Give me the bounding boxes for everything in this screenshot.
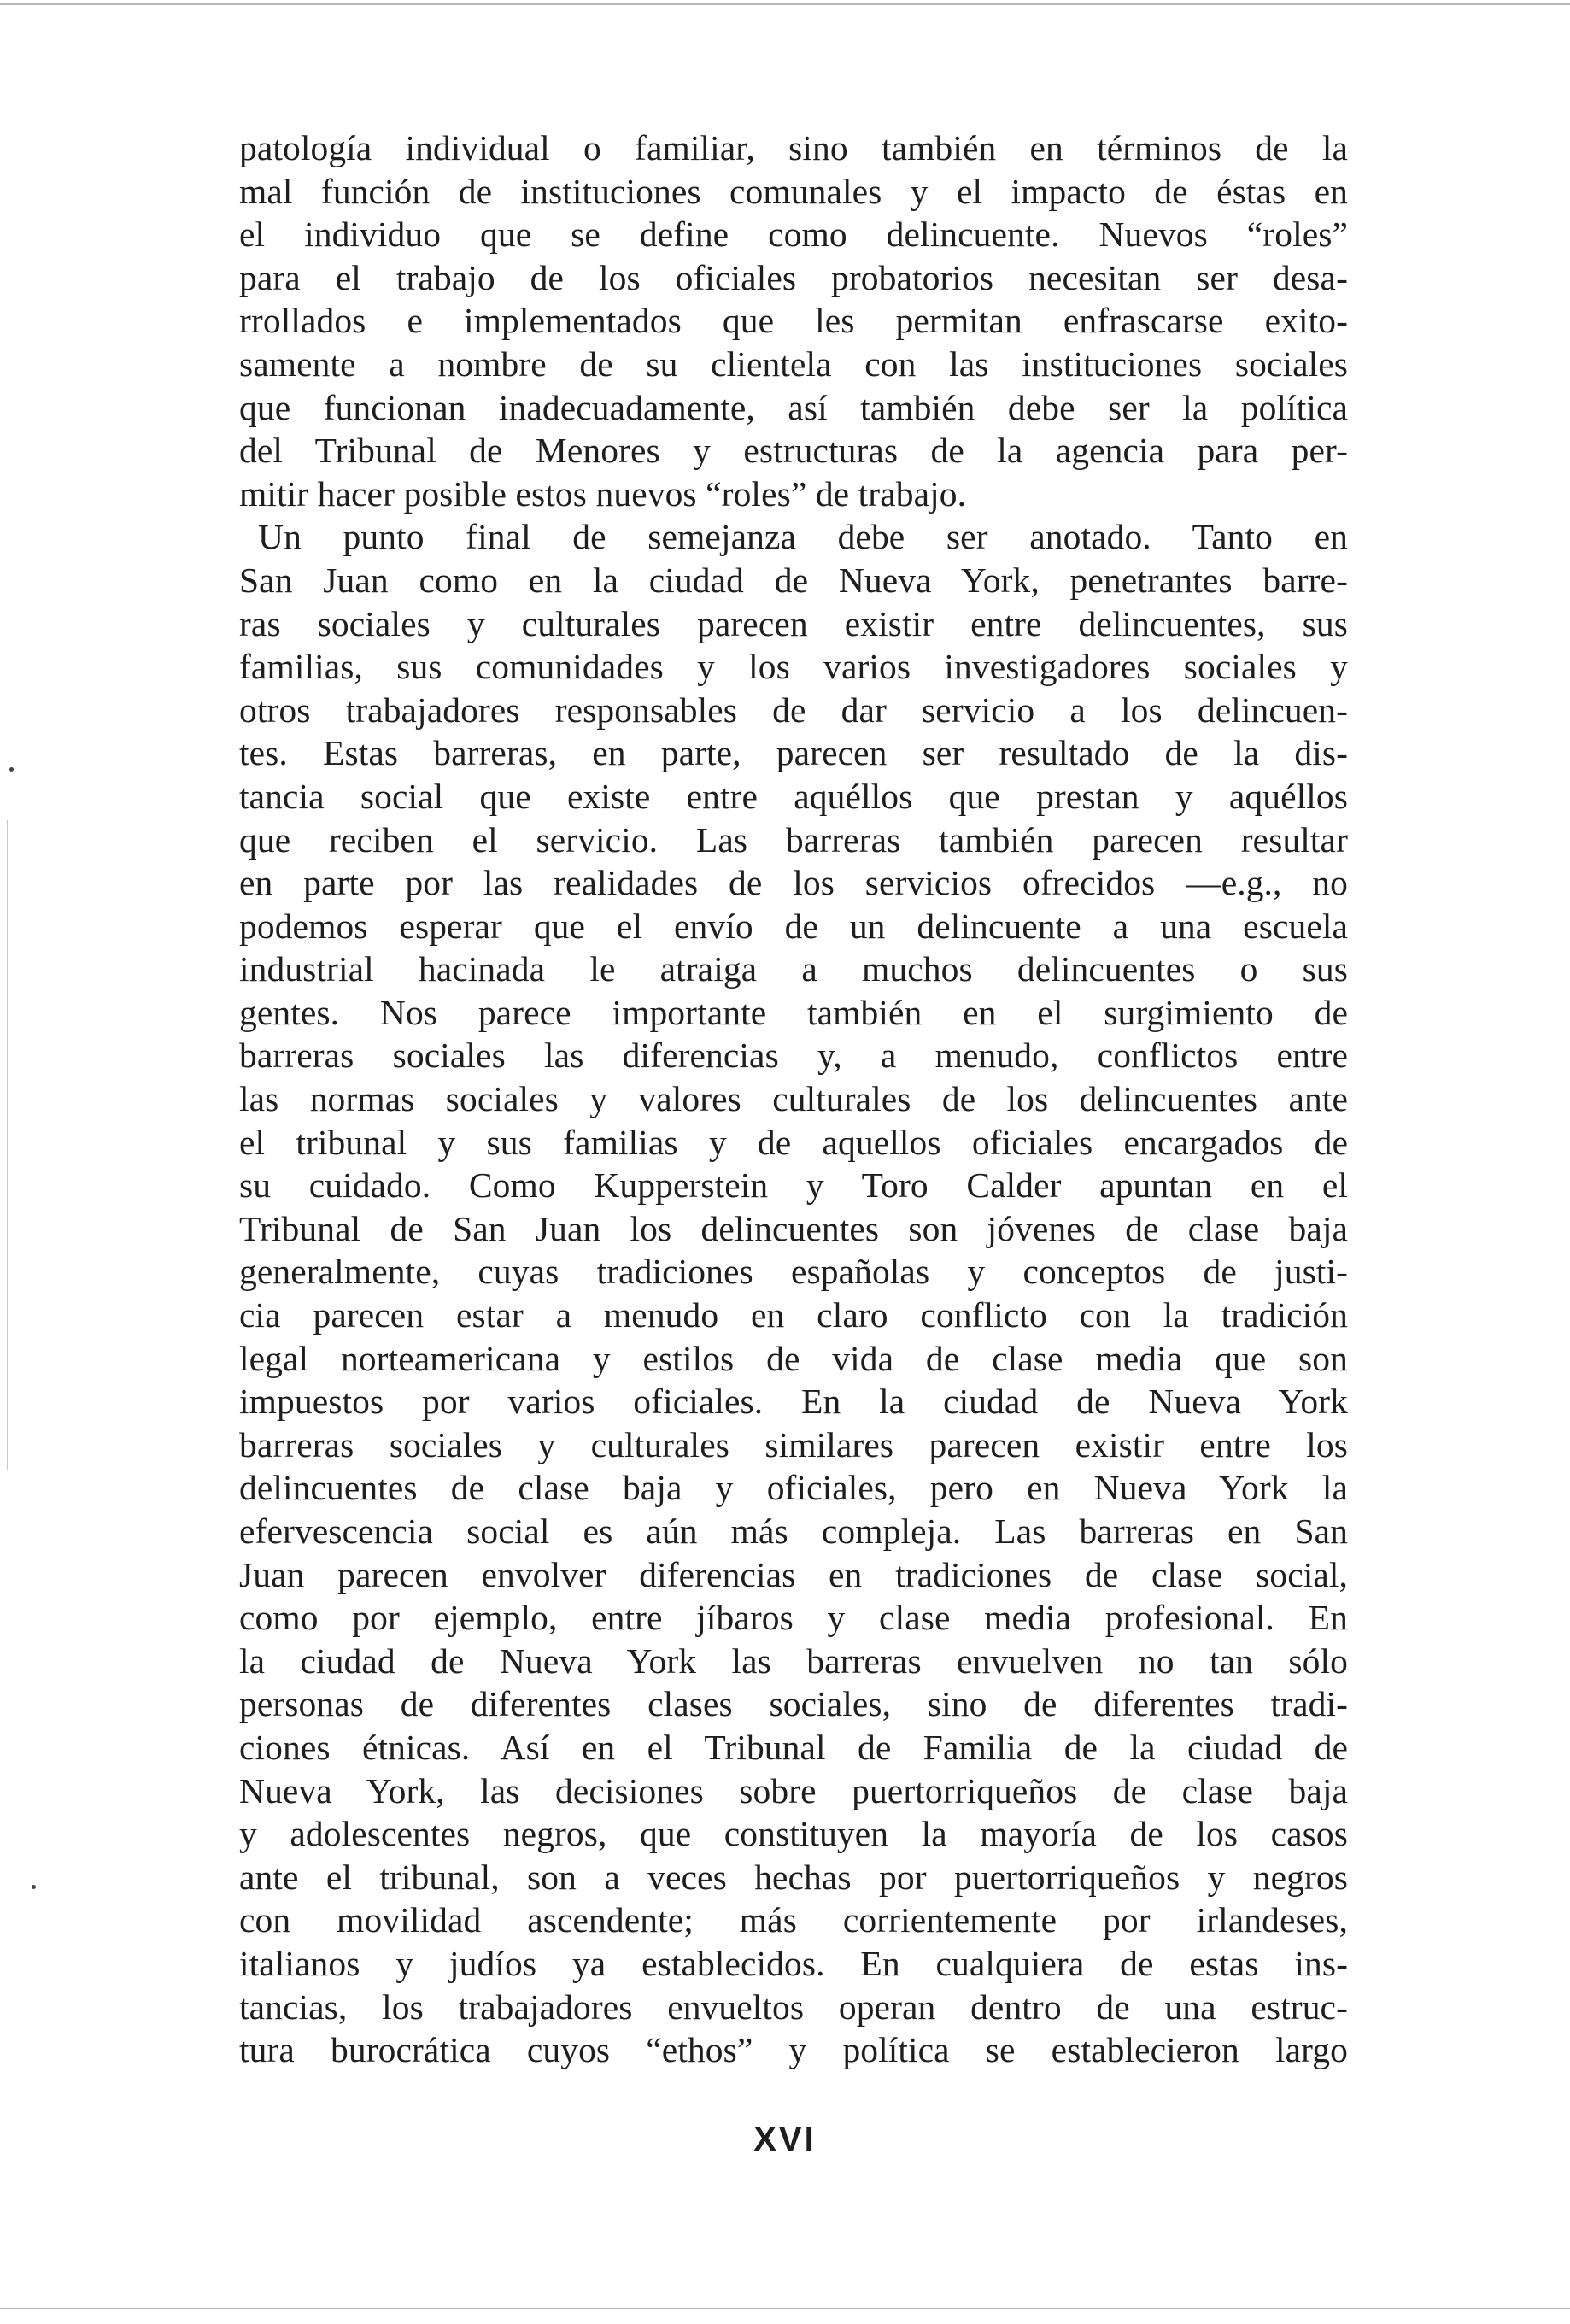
- text-line: en parte por las realidades de los servicios ofrecidos —e.g., no: [239, 863, 1348, 903]
- text-line: tancia social que existe entre aquéllos que prestan y aquéllos: [239, 776, 1348, 816]
- text-line: familias, sus comunidades y los varios investigadores sociales y: [239, 647, 1348, 687]
- paragraph-first-line: Un punto final de semejanza debe ser anotado. Tanto en: [258, 517, 1348, 557]
- text-line: podemos esperar que el envío de un delincuente a una escuela: [239, 906, 1348, 946]
- text-line: gentes. Nos parece importante también en el surgimiento de: [239, 992, 1348, 1032]
- paragraph-end-line: mitir hacer posible estos nuevos “roles” de trabajo.: [239, 473, 967, 514]
- text-line: el individuo que se define como delincuente. Nuevos “roles”: [239, 214, 1348, 255]
- text-line: cia parecen estar a menudo en claro conflicto con la tradición: [239, 1295, 1348, 1335]
- text-line: industrial hacinada le atraiga a muchos delincuentes o sus: [239, 949, 1348, 989]
- text-line: personas de diferentes clases sociales, sino de diferentes tradi-: [239, 1684, 1348, 1724]
- text-line: legal norteamericana y estilos de vida de clase media que son: [239, 1338, 1348, 1378]
- margin-dot: [9, 767, 14, 772]
- text-line: del Tribunal de Menores y estructuras de la agencia para per-: [239, 431, 1348, 471]
- text-line: mal función de instituciones comunales y el impacto de éstas en: [239, 171, 1348, 211]
- page-number: XVI: [753, 2121, 817, 2158]
- text-line: generalmente, cuyas tradiciones españolas y conceptos de justi-: [239, 1252, 1348, 1292]
- text-line: patología individual o familiar, sino también en términos de la: [239, 128, 1348, 167]
- text-line: Tribunal de San Juan los delincuentes son jóvenes de clase baja: [239, 1208, 1348, 1248]
- text-line: otros trabajadores responsables de dar servicio a los delincuen-: [239, 690, 1348, 730]
- text-line: ciones étnicas. Así en el Tribunal de Familia de la ciudad de: [239, 1727, 1348, 1767]
- text-line: barreras sociales y culturales similares parecen existir entre los: [239, 1424, 1348, 1464]
- text-line: tura burocrática cuyos “ethos” y política se establecieron largo: [239, 2030, 1348, 2070]
- text-line: impuestos por varios oficiales. En la ciudad de Nueva York: [239, 1382, 1348, 1422]
- page-top-edge: [0, 3, 1570, 5]
- page-left-edge-mark: [7, 820, 8, 1470]
- text-line: la ciudad de Nueva York las barreras envuelven no tan sólo: [239, 1640, 1348, 1681]
- body-text: [239, 126, 1348, 2072]
- text-line: tes. Estas barreras, en parte, parecen ser resultado de la dis-: [239, 733, 1348, 773]
- text-line: como por ejemplo, entre jíbaros y clase media profesional. En: [239, 1598, 1348, 1638]
- text-line: delincuentes de clase baja y oficiales, pero en Nueva York la: [239, 1468, 1348, 1508]
- text-line: rrollados e implementados que les permitan enfrascarse exito-: [239, 301, 1348, 341]
- text-line: samente a nombre de su clientela con las instituciones sociales: [239, 343, 1348, 384]
- text-line: Juan parecen envolver diferencias en tradiciones de clase social,: [239, 1554, 1348, 1594]
- text-line: San Juan como en la ciudad de Nueva York, penetrantes barre-: [239, 560, 1348, 600]
- text-line: y adolescentes negros, que constituyen la mayoría de los casos: [239, 1814, 1348, 1854]
- text-line: el tribunal y sus familias y de aquellos oficiales encargados de: [239, 1122, 1348, 1162]
- text-line: para el trabajo de los oficiales probatorios necesitan ser desa-: [239, 257, 1348, 297]
- text-line: ras sociales y culturales parecen existir entre delincuentes, sus: [239, 603, 1348, 643]
- text-line: Nueva York, las decisiones sobre puertorriqueños de clase baja: [239, 1770, 1348, 1810]
- page-bottom-edge: [0, 2308, 1570, 2309]
- text-line: barreras sociales las diferencias y, a menudo, conflictos entre: [239, 1036, 1348, 1076]
- text-line: que reciben el servicio. Las barreras también parecen resultar: [239, 819, 1348, 860]
- text-line: efervescencia social es aún más compleja. Las barreras en San: [239, 1511, 1348, 1551]
- text-line: que funcionan inadecuadamente, así también debe ser la política: [239, 387, 1348, 427]
- text-line: su cuidado. Como Kupperstein y Toro Calder apuntan en el: [239, 1165, 1348, 1206]
- margin-dot: [32, 1885, 36, 1889]
- text-line: las normas sociales y valores culturales de los delincuentes ante: [239, 1079, 1348, 1119]
- text-line: ante el tribunal, son a veces hechas por puertorriqueños y negros: [239, 1857, 1348, 1897]
- text-line: con movilidad ascendente; más corrientemente por irlandeses,: [239, 1900, 1348, 1940]
- text-line: tancias, los trabajadores envueltos operan dentro de una estruc-: [239, 1987, 1348, 2027]
- text-line: italianos y judíos ya establecidos. En cualquiera de estas ins-: [239, 1943, 1348, 1983]
